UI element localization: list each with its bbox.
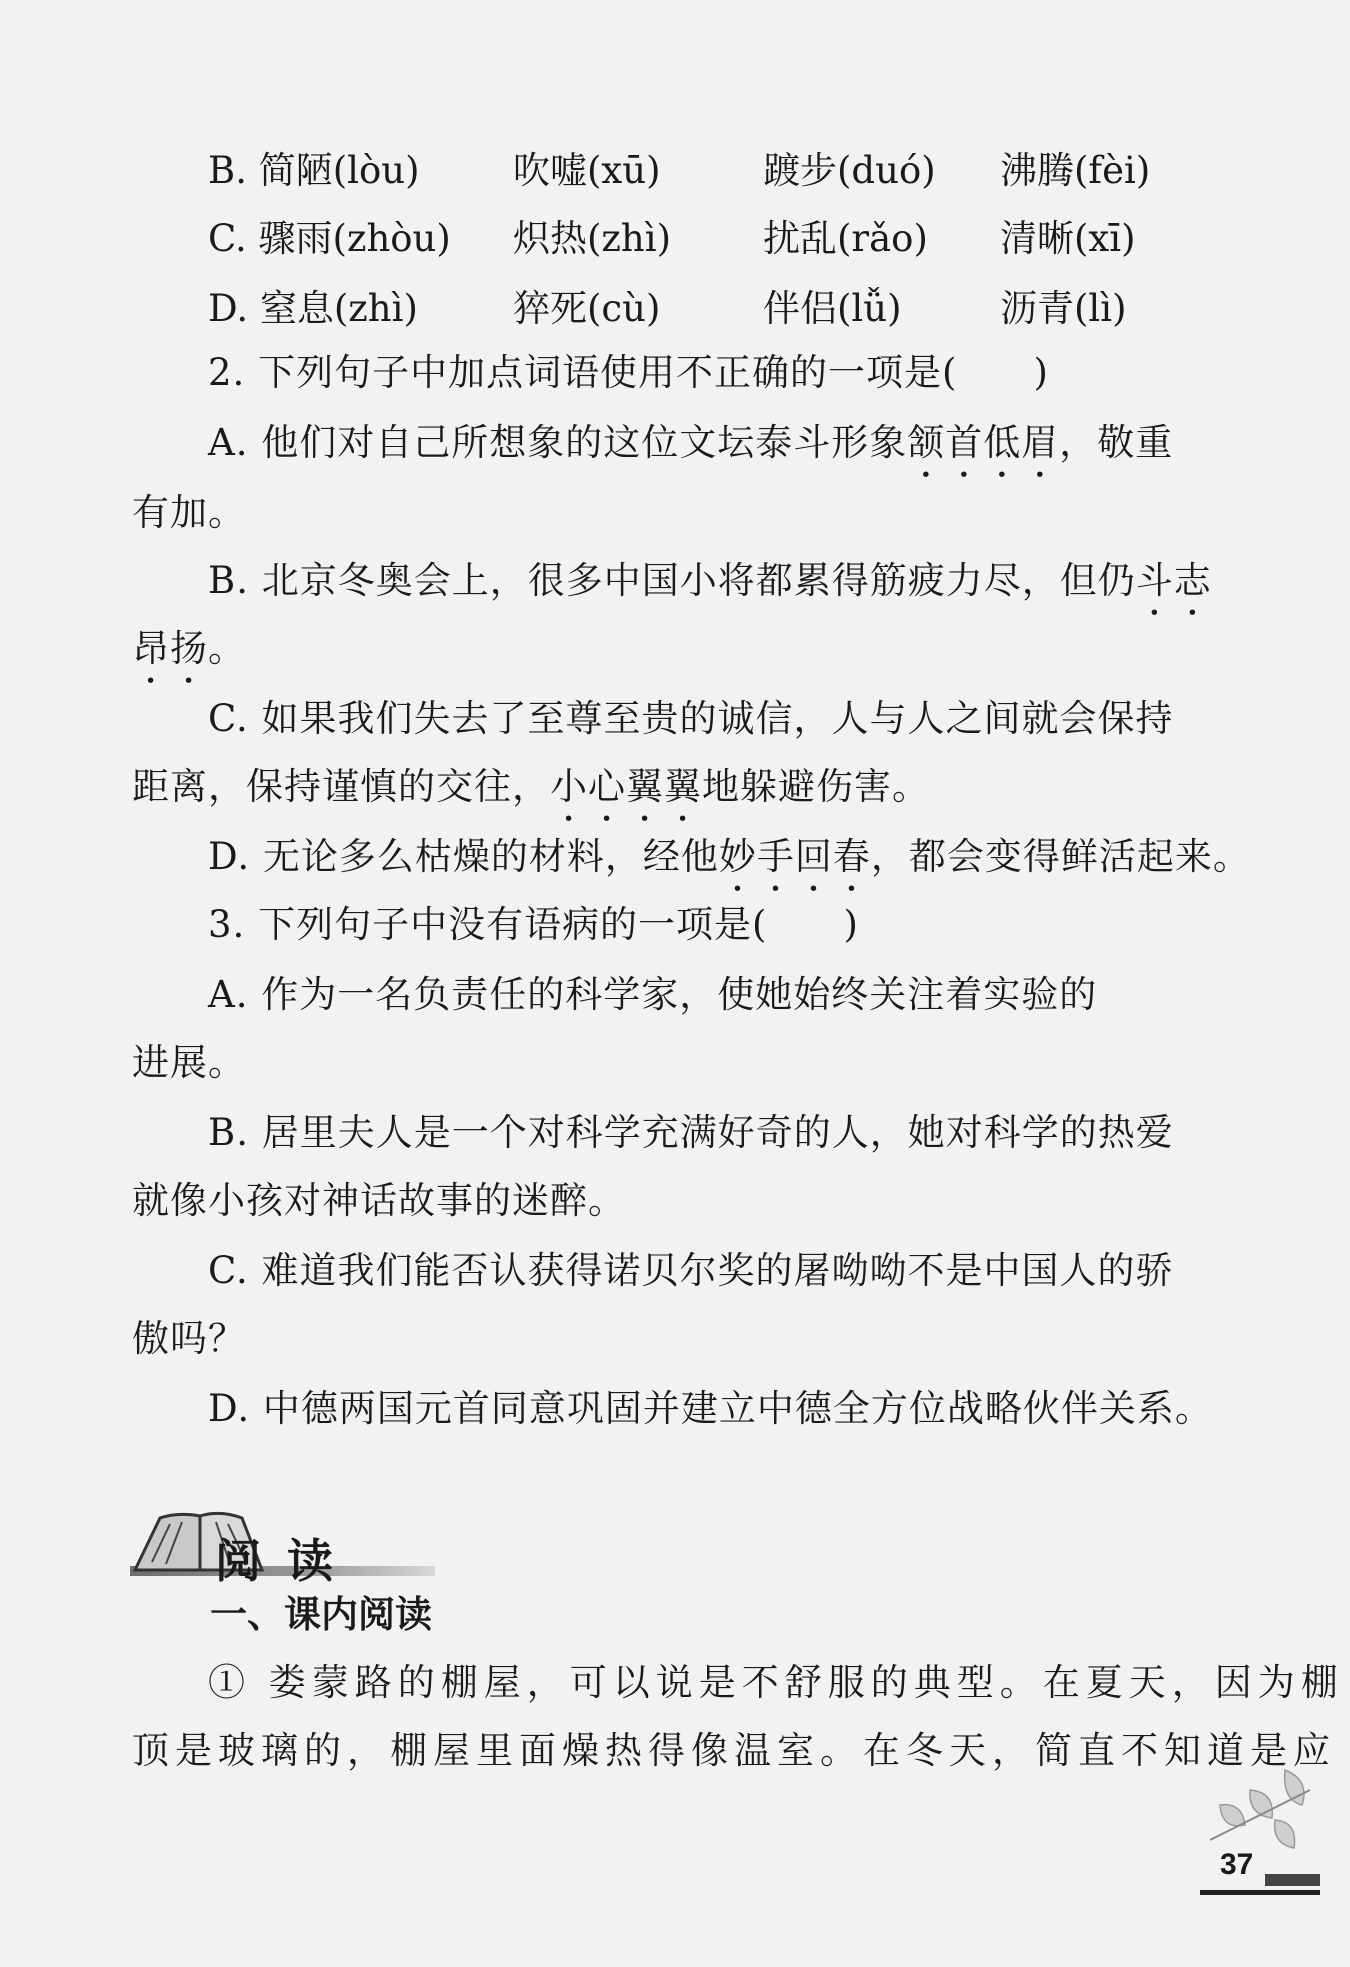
q3-option-a-line2: 进展。 xyxy=(132,1041,246,1084)
page-number: 37 xyxy=(1220,1848,1254,1881)
q2-d-text-end: ，都会变得鲜活起来。 xyxy=(870,835,1251,878)
q2-b-text-end: 。 xyxy=(208,627,246,670)
leaf-decoration-icon xyxy=(1190,1760,1320,1870)
q2-c-dotted-phrase: 小心翼翼 xyxy=(550,765,702,808)
option-b-word-4: 沸腾(fèi) xyxy=(1000,149,1151,192)
option-b-word-3: 踱步(duó) xyxy=(763,149,936,192)
q2-c-text: 距离，保持谨慎的交往， xyxy=(132,765,550,808)
q3-option-b-line2: 就像小孩对神话故事的迷醉。 xyxy=(132,1179,626,1222)
q2-option-c-line1: C. 如果我们失去了至尊至贵的诚信，人与人之间就会保持 xyxy=(208,697,1174,740)
option-d-word-3: 伴侣(lǚ) xyxy=(763,287,902,330)
q2-option-d xyxy=(208,832,1251,900)
option-c-word-3: 扰乱(rǎo) xyxy=(763,217,928,260)
subsection-title: 一、课内阅读 xyxy=(210,1593,432,1636)
q3-option-b-line1: B. 居里夫人是一个对科学充满好奇的人，她对科学的热爱 xyxy=(208,1111,1174,1154)
q2-b-dotted-phrase-2: 昂扬 xyxy=(132,627,208,670)
option-d-word-4: 沥青(lì) xyxy=(1000,287,1127,330)
option-d-word-2: 猝死(cù) xyxy=(513,287,661,330)
reading-para-line1: ① 娄蒙路的棚屋，可以说是不舒服的典型。在夏天，因为棚 xyxy=(208,1661,1344,1704)
q2-option-c-line2 xyxy=(132,762,930,830)
option-c-word-2: 炽热(zhì) xyxy=(513,217,672,260)
page-number-tab xyxy=(1265,1874,1320,1886)
page-number-underline xyxy=(1200,1890,1320,1895)
q2-d-dotted-phrase: 妙手回春 xyxy=(718,835,871,878)
q2-stem: 2. 下列句子中加点词语使用不正确的一项是( ) xyxy=(208,351,1049,394)
q2-b-text: B. 北京冬奥会上，很多中国小将都累得筋疲力尽，但仍 xyxy=(208,559,1136,602)
q3-stem: 3. 下列句子中没有语病的一项是( ) xyxy=(208,903,859,946)
q2-c-text-end: 地躲避伤害。 xyxy=(702,765,930,808)
option-c-word-4: 清晰(xī) xyxy=(1000,217,1136,260)
option-d-word-1: D. 窒息(zhì) xyxy=(208,287,418,330)
q2-a-text-end: ，敬重 xyxy=(1059,421,1174,464)
q2-option-b-line1 xyxy=(208,556,1212,624)
option-b-word-1: B. 简陋(lòu) xyxy=(208,149,420,192)
q3-option-c-line1: C. 难道我们能否认获得诺贝尔奖的屠呦呦不是中国人的骄 xyxy=(208,1249,1174,1292)
q2-option-a-line2: 有加。 xyxy=(132,491,246,534)
q2-a-text: A. 他们对自己所想象的这位文坛泰斗形象 xyxy=(208,421,908,464)
q3-option-c-line2: 傲吗？ xyxy=(132,1317,246,1360)
q3-option-a-line1: A. 作为一名负责任的科学家，使她始终关注着实验的 xyxy=(208,973,1098,1016)
reading-para-line2: 顶是玻璃的，棚屋里面燥热得像温室。在冬天，简直不知道是应 xyxy=(132,1729,1336,1772)
q2-option-a-line1 xyxy=(208,418,1173,486)
section-title: 阅读 xyxy=(215,1534,359,1588)
q3-option-d: D. 中德两国元首同意巩固并建立中德全方位战略伙伴关系。 xyxy=(208,1387,1213,1430)
q2-d-text: D. 无论多么枯燥的材料，经他 xyxy=(208,835,719,878)
option-b-word-2: 吹嘘(xū) xyxy=(513,149,661,192)
q2-option-b-line2 xyxy=(132,624,246,692)
q2-b-dotted-phrase-1: 斗志 xyxy=(1135,559,1212,602)
q2-a-dotted-phrase: 颔首低眉 xyxy=(907,421,1060,464)
option-c-word-1: C. 骤雨(zhòu) xyxy=(208,217,451,260)
